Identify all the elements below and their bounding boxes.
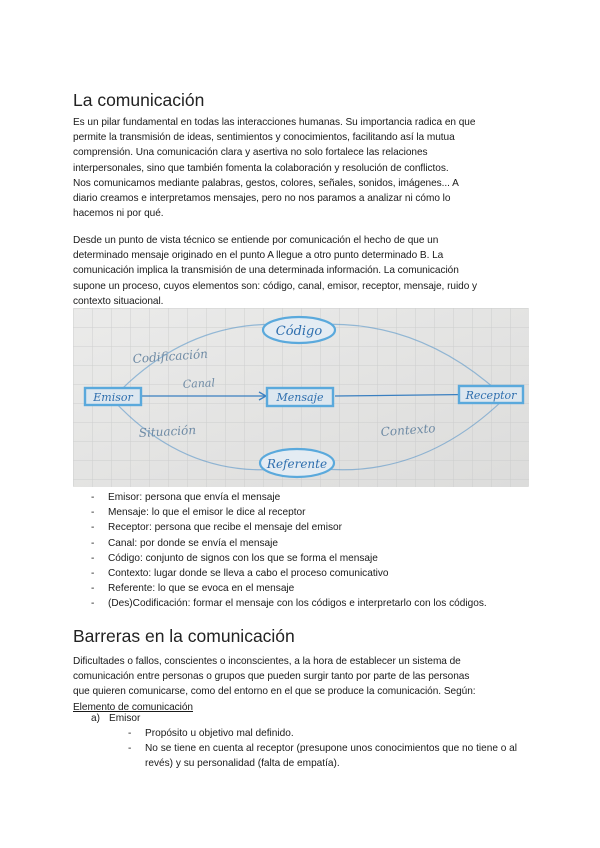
text-line: interpersonales, sino que también fomenta la colaboración y resolución de conflictos.: [73, 162, 449, 174]
node-receptor-label: Receptor: [465, 389, 517, 402]
text-line: determinado mensaje originado en el punto A llegue a otro punto determinado B. La: [73, 250, 444, 262]
item-a: [91, 711, 140, 726]
node-mensaje-label: Mensaje: [276, 391, 324, 404]
dash-marker: -: [91, 537, 95, 549]
item-a-label: Emisor: [109, 713, 141, 724]
label-contexto: Contexto: [380, 421, 436, 439]
section-title-barreras: Barreras en la comunicación: [73, 626, 295, 646]
dash-marker: -: [91, 522, 95, 534]
bullet-text: (Des)Codificación: formar el mensaje con los códigos e interpretarlo con los códigos.: [108, 598, 487, 610]
dash-marker: -: [91, 568, 95, 580]
text-line: Es un pilar fundamental en todas las interacciones humanas. Su importancia radica en que: [73, 117, 476, 128]
bullet-text: Canal: por donde se envía el mensaje: [108, 537, 279, 549]
technical-paragraph: [73, 233, 533, 309]
text-line: comunicación entre personas o grupos que pueden surgir tanto por parte de las personas: [73, 671, 470, 683]
sub-item-text: No se tiene en cuenta al receptor (presupone unos conocimientos que no tiene o al revés) y su personalidad (falta de empatía).: [145, 743, 518, 770]
text-line: comprensión. Una comunicación clara y asertiva no solo fortalece las relaciones: [73, 147, 428, 159]
emisor-sub-list: [128, 726, 528, 772]
text-line: Nos comunicamos mediante palabras, gestos, colores, señales, sonidos, imágenes... A: [73, 177, 459, 189]
text-line: permite la transmisión de ideas, sentimientos y conocimientos, facilitando así la mutua: [73, 132, 455, 144]
label-codificacion: Codificación: [132, 346, 209, 366]
text-line: Desde un punto de vista técnico se entiende por comunicación el hecho de que un: [73, 235, 439, 246]
node-codigo: [263, 317, 335, 343]
node-emisor: [85, 388, 141, 405]
dash-marker: -: [128, 743, 132, 755]
bullet-text: Código: conjunto de signos con los que se forma el mensaje: [108, 552, 378, 564]
node-mensaje: [267, 388, 333, 406]
list-item: [91, 551, 487, 566]
text-line: que quieren comunicarse, como del entorno en el que se produce la comunicación. Según:: [73, 686, 476, 698]
node-codigo-label: Código: [275, 324, 323, 339]
bullet-text: Receptor: persona que recibe el mensaje del emisor: [108, 522, 342, 534]
list-item: [91, 490, 487, 505]
node-referente-label: Referente: [266, 457, 328, 471]
dash-marker: -: [91, 507, 95, 519]
text-line: diario creamos e interpretamos mensajes, pero no nos paramos a analizar ni cómo lo: [73, 193, 451, 205]
barreras-paragraph: [73, 654, 533, 715]
bullet-text: Contexto: lugar donde se lleva a cabo el proceso comunicativo: [108, 568, 389, 580]
list-item: [91, 505, 487, 520]
bullet-text: Referente: lo que se evoca en el mensaje: [108, 583, 295, 595]
dash-marker: -: [91, 583, 95, 595]
list-item: [91, 596, 487, 611]
dash-marker: -: [91, 598, 95, 610]
list-item: [91, 536, 487, 551]
list-item: [91, 581, 487, 596]
text-line: Dificultades o fallos, conscientes o inconscientes, a la hora de establecer un sistema de: [73, 656, 461, 667]
text-line: hacemos ni por qué.: [73, 208, 164, 220]
dash-marker: -: [91, 552, 95, 564]
node-emisor-label: Emisor: [93, 391, 133, 404]
elements-list: [91, 490, 487, 612]
subheading-elemento: Elemento de comunicación: [73, 701, 193, 713]
text-line: comunicación implica la transmisión de una determinada información. La comunicación: [73, 265, 459, 277]
bullet-text: Emisor: persona que envía el mensaje: [108, 492, 281, 503]
section-title-comunicacion: La comunicación: [73, 90, 205, 110]
node-referente: [260, 449, 334, 477]
text-line: supone un proceso, cuyos elementos son: código, canal, emisor, receptor, mensaje, ruido y: [73, 280, 478, 292]
label-situacion: Situación: [138, 423, 197, 440]
list-item: [128, 741, 528, 771]
communication-diagram-photo: [73, 308, 529, 487]
dash-marker: -: [91, 492, 95, 503]
intro-paragraph: [73, 115, 533, 221]
list-item: [91, 520, 487, 535]
node-receptor: [459, 386, 523, 403]
list-item: [128, 726, 528, 741]
dash-marker: -: [128, 728, 132, 739]
label-canal: Canal: [182, 376, 216, 391]
sub-item-text: Propósito u objetivo mal definido.: [145, 728, 294, 739]
item-a-marker: a): [91, 713, 100, 724]
text-line: contexto situacional.: [73, 295, 164, 307]
bullet-text: Mensaje: lo que el emisor le dice al receptor: [108, 507, 306, 519]
list-item: [91, 566, 487, 581]
